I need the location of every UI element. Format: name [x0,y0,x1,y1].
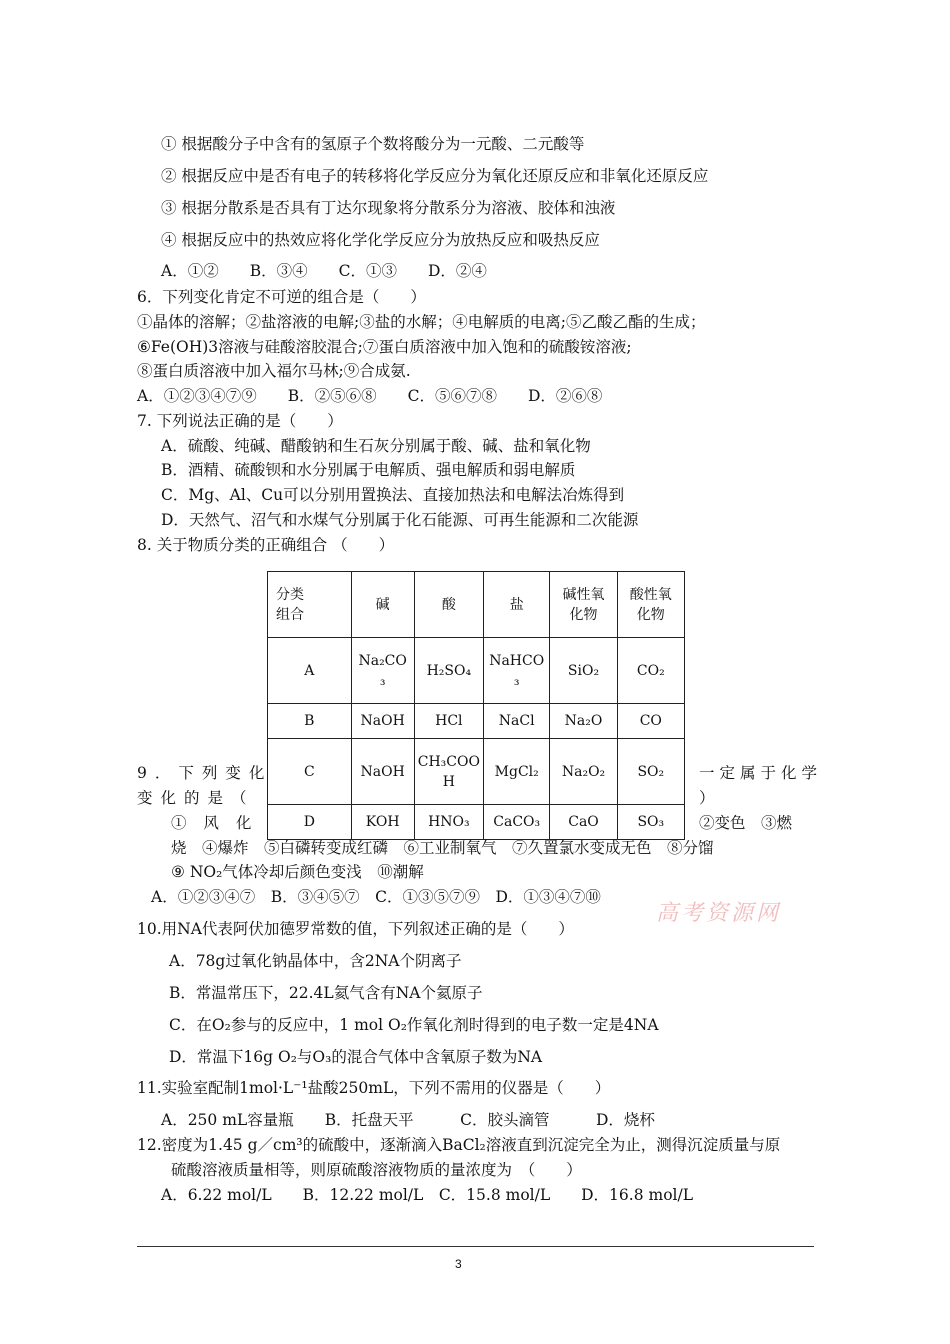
table-cell: H₂SO₄ [414,638,483,704]
page-number: 3 [455,1257,462,1271]
table-cell: SiO₂ [550,638,617,704]
table-header-cell: 酸 [414,572,483,638]
q12-options: A．6.22 mol/L B．12.22 mol/L C．15.8 mol/L D．16.8 mol/L [161,1186,693,1204]
table-cell: Na₂O₂ [550,739,617,805]
table-cell: NaCl [483,704,550,739]
q10-stem: 10.用NA代表阿伏加德罗常数的值，下列叙述正确的是（ ） [137,920,574,938]
q6-item-line-1: ①晶体的溶解；②盐溶液的电解;③盐的水解；④电解质的电离;⑤乙酸乙酯的生成； [137,313,706,331]
q12-stem-line-2: 硫酸溶液质量相等，则原硫酸溶液物质的量浓度为 （ ） [171,1161,582,1179]
q10-option-a: A．78g过氧化钠晶体中，含2NA个阴离子 [169,952,462,970]
table-row [268,638,685,704]
q9-stem-right: 一定属于化学 [699,764,823,782]
table-cell: SO₂ [617,739,684,805]
q9-stem-right-2: ） [699,789,715,807]
q6-item-line-3: ⑧蛋白质溶液中加入福尔马林;⑨合成氨. [137,362,411,380]
table-row [268,805,685,840]
q5-options: A．①② B．③④ C．①③ D．②④ [161,262,487,280]
table-cell: CaCO₃ [483,805,550,840]
q11-stem: 11.实验室配制1mol·L⁻¹盐酸250mL，下列不需用的仪器是（ ） [137,1079,611,1097]
table-cell: NaOH [351,704,414,739]
table-header-cell: 酸性氧 化物 [617,572,684,638]
q8-stem: 8. 关于物质分类的正确组合 （ ） [137,536,395,554]
classification-table [267,571,685,840]
statement-4: ④ 根据反应中的热效应将化学化学反应分为放热反应和吸热反应 [161,231,600,249]
q10-option-b: B．常温常压下，22.4L氦气含有NA个氦原子 [169,984,483,1002]
watermark: 高考资源网 [656,901,782,926]
table-header-cell: 碱性氧 化物 [550,572,617,638]
table-row [268,704,685,739]
table-cell: Na₂CO ₃ [351,638,414,704]
q6-item-line-2: ⑥Fe(OH)3溶液与硅酸溶胶混合;⑦蛋白质溶液中加入饱和的硫酸铵溶液; [137,338,632,356]
q11-options: A．250 mL容量瓶 B．托盘天平 C．胶头滴管 D．烧杯 [161,1111,655,1129]
table-cell: NaOH [351,739,414,805]
q6-stem: 6．下列变化肯定不可逆的组合是（ ） [137,288,426,306]
q6-options: A．①②③④⑦⑨ B．②⑤⑥⑧ C．⑤⑥⑦⑧ D．②⑥⑧ [137,387,603,405]
table-header-cell: 碱 [351,572,414,638]
q10-option-d: D．常温下16g O₂与O₃的混合气体中含氧原子数为NA [169,1048,543,1066]
table-cell: Na₂O [550,704,617,739]
table-row [268,739,685,805]
table-cell: NaHCO ₃ [483,638,550,704]
statement-2: ② 根据反应中是否有电子的转移将化学反应分为氧化还原反应和非氧化还原反应 [161,167,709,185]
table-header-cell: 分类 组合 [268,572,352,638]
q9-item-line-3: ⑨ NO₂气体冷却后颜色变浅 ⑩潮解 [171,863,424,881]
q9-stem-left: 9．下列变化 [137,764,273,782]
table-header-row [268,572,685,638]
table-cell: KOH [351,805,414,840]
table-cell: HNO₃ [414,805,483,840]
q7-option-c: C．Mg、Al、Cu可以分别用置换法、直接加热法和电解法冶炼得到 [161,486,625,504]
q9-item-line-2: 烧 ④爆炸 ⑤白磷转变成红磷 ⑥工业制氧气 ⑦久置氯水变成无色 ⑧分馏 [171,839,714,857]
table-cell: MgCl₂ [483,739,550,805]
table-cell: CO [617,704,684,739]
q9-item-left: ① 风 化 [171,814,258,832]
q7-option-d: D．天然气、沼气和水煤气分别属于化石能源、可再生能源和二次能源 [161,511,639,529]
q9-options: A．①②③④⑦ B．③④⑤⑦ C．①③⑤⑦⑨ D．①③④⑦⑩ [151,888,601,906]
statement-3: ③ 根据分散系是否具有丁达尔现象将分散系分为溶液、胶体和浊液 [161,199,616,217]
q10-option-c: C．在O₂参与的反应中，1 mol O₂作氧化剂时得到的电子数一定是4NA [169,1016,659,1034]
q9-item-right: ②变色 ③燃 [699,814,793,832]
q7-stem: 7. 下列说法正确的是（ ） [137,412,343,430]
table-cell: C [268,739,352,805]
q7-option-a: A．硫酸、纯碱、醋酸钠和生石灰分别属于酸、碱、盐和氧化物 [161,437,591,455]
footer-divider [137,1246,814,1247]
table-cell: CaO [550,805,617,840]
table-cell: CO₂ [617,638,684,704]
q7-option-b: B．酒精、硫酸钡和水分别属于电解质、强电解质和弱电解质 [161,461,576,479]
q9-stem-left-2: 变化的是（ [137,789,255,807]
table-cell: D [268,805,352,840]
q12-stem-line-1: 12.密度为1.45 g／cm³的硫酸中，逐渐滴入BaCl₂溶液直到沉淀完全为止，测得沉淀质量与原 [137,1136,781,1154]
statement-1: ① 根据酸分子中含有的氢原子个数将酸分为一元酸、二元酸等 [161,135,585,153]
table-cell: B [268,704,352,739]
table-cell: HCl [414,704,483,739]
table-header-cell: 盐 [483,572,550,638]
table-cell: A [268,638,352,704]
table-cell: CH₃COO H [414,739,483,805]
table-cell: SO₃ [617,805,684,840]
